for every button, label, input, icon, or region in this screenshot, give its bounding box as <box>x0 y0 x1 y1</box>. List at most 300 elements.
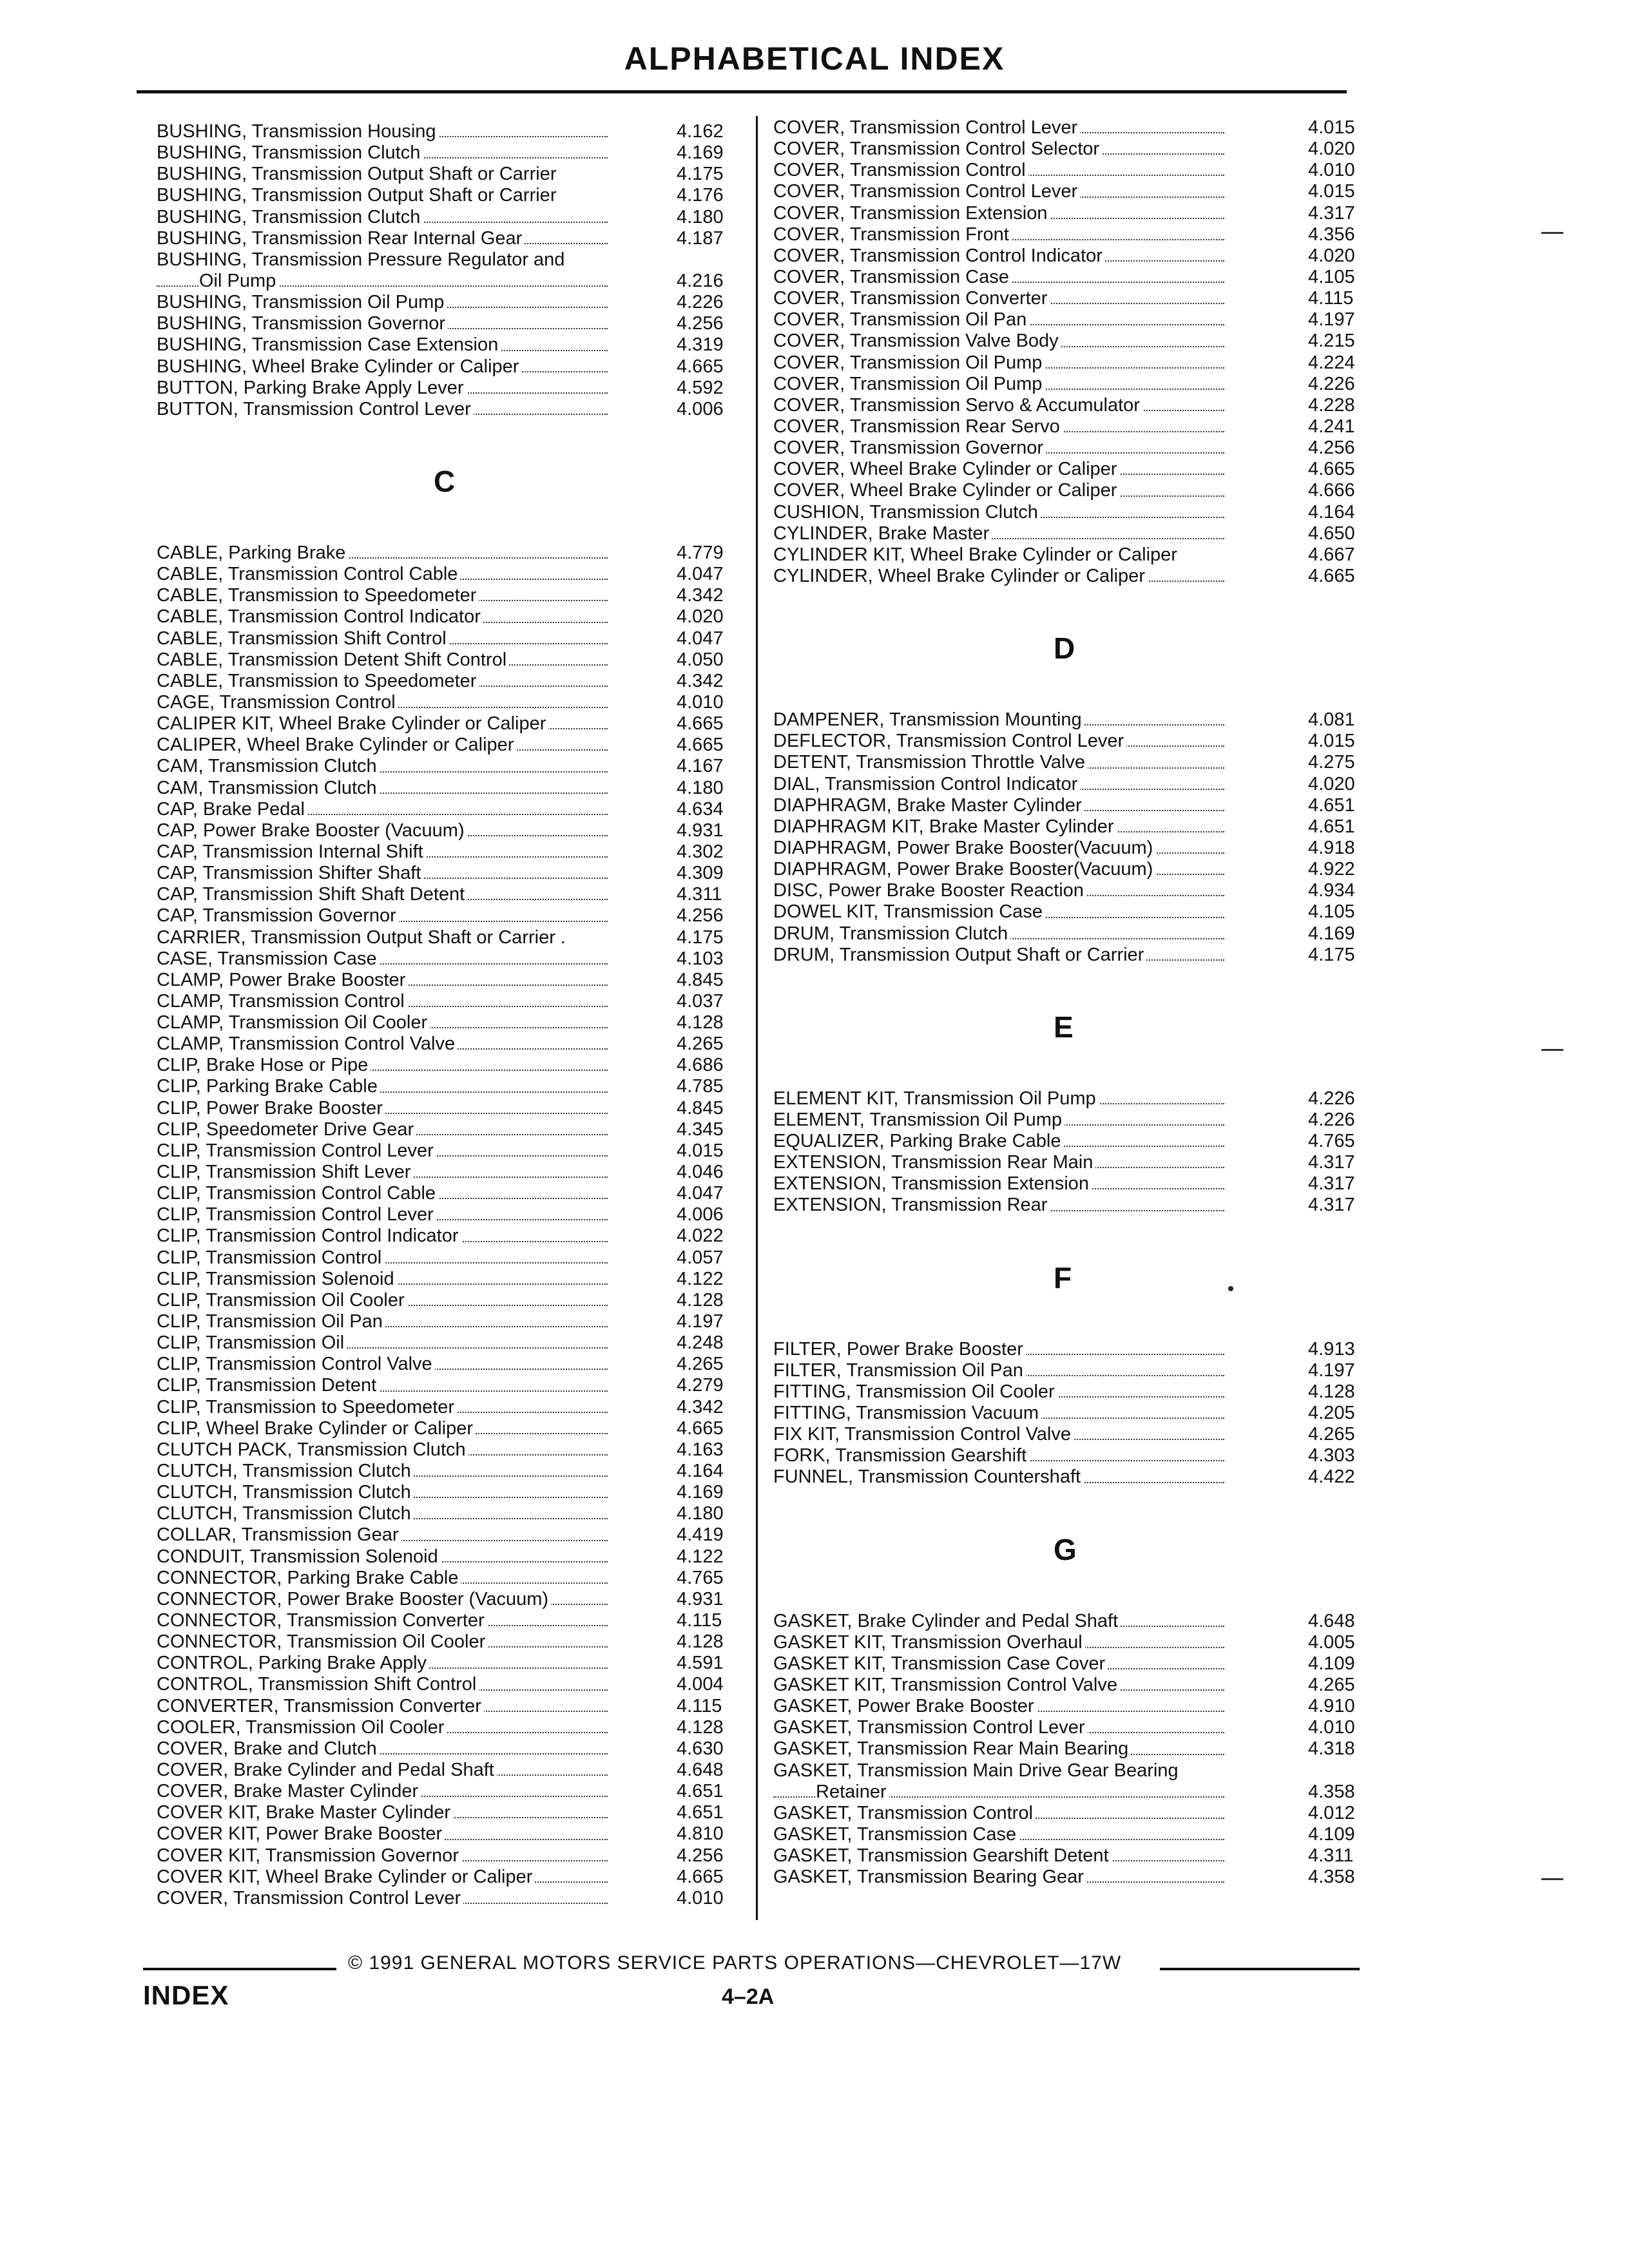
entry-name: COVER, Transmission Extension <box>773 203 1050 224</box>
index-entry <box>157 778 737 799</box>
entry-name: CLIP, Transmission Oil Pan <box>157 1311 385 1332</box>
index-entry <box>157 564 737 585</box>
entry-page: 4.010 <box>1308 160 1355 181</box>
index-entry <box>157 1888 737 1909</box>
index-entry <box>157 249 737 271</box>
entry-page: 4.197 <box>1308 1360 1355 1381</box>
entry-name: DOWEL KIT, Transmission Case <box>773 901 1045 923</box>
entry-page: 4.931 <box>677 1588 724 1610</box>
entry-page: 4.931 <box>677 820 724 841</box>
entry-name: CLUTCH, Transmission Clutch <box>157 1503 414 1524</box>
entry-name: CAP, Transmission Internal Shift <box>157 841 426 863</box>
index-entry <box>157 1012 737 1033</box>
index-entry <box>157 606 737 628</box>
entry-name: CONDUIT, Transmission Solenoid <box>157 1546 441 1568</box>
entry-page: 4.913 <box>1308 1338 1355 1360</box>
entry-name: BUSHING, Wheel Brake Cylinder or Caliper <box>157 356 521 378</box>
index-entry <box>773 1760 1353 1782</box>
section-letter: D <box>1054 631 1075 666</box>
entry-name: CARRIER, Transmission Output Shaft or Carrier . <box>157 927 568 948</box>
index-entry <box>773 523 1353 544</box>
footer-rule-right <box>1160 1968 1360 1970</box>
entry-page: 4.015 <box>1308 117 1355 138</box>
index-entry <box>157 905 737 927</box>
index-entry <box>773 1339 1353 1360</box>
index-entry <box>773 1738 1353 1760</box>
entry-name: COVER, Transmission Control Selector <box>773 139 1102 160</box>
index-entry <box>773 1195 1353 1216</box>
entry-name: CLIP, Brake Hose or Pipe <box>157 1055 371 1076</box>
entry-name: CAGE, Transmission Control <box>157 692 398 713</box>
entry-page: 4.845 <box>677 969 724 990</box>
index-entry <box>157 799 737 820</box>
index-entry <box>157 863 737 884</box>
entry-name: GASKET, Power Brake Booster <box>773 1696 1037 1717</box>
entry-name: CABLE, Parking Brake <box>157 543 348 564</box>
index-entry <box>157 820 737 841</box>
index-entry <box>773 544 1353 566</box>
entry-page: 4.358 <box>1308 1781 1355 1802</box>
entry-page: 4.765 <box>1308 1131 1355 1152</box>
entry-name: CLIP, Transmission Oil <box>157 1332 347 1354</box>
index-entry <box>157 692 737 713</box>
entry-page: 4.665 <box>1308 459 1355 480</box>
entry-name: CUSHION, Transmission Clutch <box>773 502 1041 523</box>
index-entry <box>157 970 737 991</box>
index-entry <box>157 948 737 970</box>
entry-name: FUNNEL, Transmission Countershaft <box>773 1466 1083 1488</box>
entry-name: EXTENSION, Transmission Rear <box>773 1195 1050 1216</box>
entry-name: DIAPHRAGM KIT, Brake Master Cylinder <box>773 816 1117 838</box>
entry-name: COVER, Wheel Brake Cylinder or Caliper <box>773 459 1119 480</box>
index-entry <box>157 1589 737 1610</box>
entry-name: CLIP, Transmission Solenoid <box>157 1269 397 1290</box>
entry-page: 4.175 <box>677 164 724 185</box>
index-entry <box>157 1204 737 1225</box>
entry-page: 4.015 <box>1308 181 1355 202</box>
index-entry <box>157 1524 737 1546</box>
entry-page: 4.020 <box>677 606 724 628</box>
entry-page: 4.650 <box>1308 523 1355 544</box>
entry-page: 4.109 <box>1308 1824 1355 1845</box>
index-entry <box>157 1867 737 1888</box>
title-rule <box>137 90 1347 93</box>
entry-name: BUSHING, Transmission Clutch <box>157 142 423 164</box>
index-entry <box>157 884 737 905</box>
index-entry <box>157 356 737 378</box>
index-entry <box>773 1381 1353 1403</box>
index-entry <box>157 543 737 564</box>
entry-name: BUSHING, Transmission Rear Internal Gear <box>157 228 525 249</box>
entry-name: CONTROL, Transmission Shift Control <box>157 1674 479 1695</box>
entry-page: 4.010 <box>677 1887 724 1908</box>
index-entry <box>773 1696 1353 1717</box>
entry-name: CLUTCH PACK, Transmission Clutch <box>157 1439 468 1461</box>
entry-name: COVER, Transmission Oil Pan <box>773 309 1029 331</box>
entry-page: 4.128 <box>677 1631 724 1653</box>
entry-page: 4.169 <box>677 142 724 164</box>
entry-name: GASKET, Brake Cylinder and Pedal Shaft <box>773 1611 1121 1632</box>
entry-page: 4.197 <box>677 1311 724 1332</box>
entry-name: BUSHING, Transmission Governor <box>157 313 448 334</box>
entry-name: GASKET, Transmission Case <box>773 1824 1019 1845</box>
entry-name: COVER, Brake Master Cylinder <box>157 1781 421 1802</box>
index-entry <box>157 1055 737 1076</box>
entry-page: 4.037 <box>677 990 724 1012</box>
entry-page: 4.275 <box>1308 752 1355 773</box>
index-entry <box>157 1397 737 1418</box>
entry-page: 4.279 <box>677 1375 724 1396</box>
index-entry <box>157 185 737 206</box>
index-entry <box>157 121 737 142</box>
entry-name: COLLAR, Transmission Gear <box>157 1524 401 1546</box>
index-entry <box>157 1781 737 1802</box>
entry-page: 4.256 <box>677 905 724 927</box>
entry-page: 4.311 <box>1308 1845 1354 1867</box>
entry-name: CAP, Transmission Shift Shaft Detent <box>157 884 467 905</box>
entry-page: 4.665 <box>677 735 724 756</box>
entry-name: BUSHING, Transmission Pressure Regulator and <box>157 249 567 271</box>
entry-page: 4.057 <box>677 1247 724 1268</box>
index-entry <box>157 927 737 948</box>
entry-page: 4.317 <box>1308 1152 1355 1173</box>
footer-rule-left <box>143 1968 336 1970</box>
entry-name: BUSHING, Transmission Housing <box>157 121 439 142</box>
section-letter: G <box>1054 1532 1077 1566</box>
entry-page: 4.651 <box>1308 816 1355 837</box>
index-entry <box>157 628 737 649</box>
index-entry <box>773 1611 1353 1632</box>
index-entry <box>773 331 1353 352</box>
entry-page: 4.665 <box>677 1866 724 1887</box>
entry-page: 4.006 <box>677 398 724 419</box>
index-entry <box>773 160 1353 181</box>
entry-name: FIX KIT, Transmission Control Valve <box>773 1424 1074 1445</box>
entry-name: COVER KIT, Wheel Brake Cylinder or Caliper <box>157 1867 535 1888</box>
index-entry <box>157 334 737 356</box>
index-entry <box>773 395 1353 416</box>
index-entry <box>773 1131 1353 1152</box>
entry-page: 4.164 <box>1308 501 1355 523</box>
index-entry <box>773 816 1353 838</box>
entry-page: 4.115 <box>677 1695 722 1716</box>
index-entry <box>157 585 737 606</box>
entry-name: COVER, Transmission Front <box>773 224 1012 245</box>
entry-page: 4.169 <box>1308 923 1355 944</box>
index-entry <box>157 1482 737 1503</box>
index-entry <box>773 1360 1353 1381</box>
index-entry <box>773 1173 1353 1195</box>
entry-name: CLIP, Transmission Control Lever <box>157 1140 436 1162</box>
entry-name: CABLE, Transmission Detent Shift Control <box>157 649 509 671</box>
entry-page: 4.128 <box>1308 1381 1355 1402</box>
index-entry <box>157 228 737 249</box>
entry-name: COVER, Transmission Case <box>773 267 1012 288</box>
index-entry <box>773 1845 1353 1867</box>
entry-page: 4.910 <box>1308 1696 1355 1717</box>
index-entry <box>157 142 737 164</box>
entry-page: 4.318 <box>1308 1738 1355 1760</box>
entry-name: CALIPER KIT, Wheel Brake Cylinder or Caliper <box>157 713 548 735</box>
index-entry <box>773 309 1353 331</box>
index-entry <box>773 1803 1353 1824</box>
entry-page: 4.648 <box>677 1759 724 1780</box>
entry-name: FILTER, Transmission Oil Pan <box>773 1360 1026 1381</box>
entry-name: EXTENSION, Transmission Extension <box>773 1173 1092 1195</box>
entry-name: CONTROL, Parking Brake Apply <box>157 1653 429 1674</box>
entry-name: CLIP, Transmission to Speedometer <box>157 1397 457 1418</box>
index-entry <box>157 399 737 420</box>
index-entry <box>157 207 737 228</box>
entry-name: GASKET, Transmission Bearing Gear <box>773 1867 1086 1888</box>
footer-section-label: INDEX <box>143 1980 229 2010</box>
entry-page: 4.047 <box>677 628 724 649</box>
entry-name: CLIP, Transmission Detent <box>157 1375 379 1396</box>
index-entry <box>157 271 737 292</box>
margin-mark <box>1541 1049 1563 1051</box>
entry-name: COVER, Transmission Rear Servo <box>773 416 1063 437</box>
entry-page: 4.167 <box>677 756 724 777</box>
entry-name: COVER, Transmission Servo & Accumulator <box>773 395 1142 416</box>
entry-name: Oil Pump <box>199 271 278 292</box>
entry-name: GASKET, Transmission Control Lever <box>773 1717 1088 1738</box>
entry-page: 4.302 <box>677 841 724 862</box>
entry-name: CLIP, Transmission Oil Cooler <box>157 1290 407 1311</box>
entry-page: 4.022 <box>677 1225 724 1247</box>
index-entry <box>773 117 1353 139</box>
entry-page: 4.216 <box>677 270 724 291</box>
entry-page: 4.180 <box>677 1503 724 1524</box>
index-entry <box>773 203 1353 224</box>
index-entry <box>157 1610 737 1631</box>
entry-name: GASKET, Transmission Main Drive Gear Bearing <box>773 1760 1181 1782</box>
entry-page: 4.845 <box>677 1097 724 1119</box>
index-entry <box>773 1424 1353 1445</box>
entry-name: CLAMP, Transmission Control Valve <box>157 1033 458 1055</box>
entry-page: 4.122 <box>677 1268 724 1289</box>
entry-page: 4.081 <box>1308 709 1355 731</box>
margin-mark <box>1541 232 1563 234</box>
index-entry <box>157 1674 737 1695</box>
entry-name: BUTTON, Parking Brake Apply Lever <box>157 378 467 399</box>
entry-page: 4.228 <box>1308 394 1355 416</box>
entry-page: 4.105 <box>1308 266 1355 287</box>
footer-copyright: © 1991 GENERAL MOTORS SERVICE PARTS OPERATIONS—CHEVROLET—17W <box>348 1952 1122 1974</box>
entry-name: GASKET, Transmission Gearshift Detent <box>773 1845 1112 1867</box>
entry-name: CLIP, Transmission Control Cable <box>157 1183 438 1204</box>
index-entry <box>157 1247 737 1269</box>
entry-page: 4.164 <box>677 1461 724 1482</box>
index-entry <box>157 1119 737 1140</box>
entry-page: 4.342 <box>677 585 724 606</box>
index-entry <box>157 756 737 777</box>
entry-page: 4.265 <box>1308 1675 1355 1696</box>
index-entry <box>157 1183 737 1204</box>
entry-name: FILTER, Power Brake Booster <box>773 1339 1026 1360</box>
index-entry <box>773 1445 1353 1466</box>
entry-page: 4.175 <box>677 927 724 948</box>
entry-page: 4.358 <box>1308 1867 1355 1888</box>
entry-page: 4.046 <box>677 1162 724 1183</box>
entry-page: 4.180 <box>677 777 724 798</box>
entry-page: 4.342 <box>677 1396 724 1418</box>
index-entry <box>773 480 1353 501</box>
entry-name: CABLE, Transmission to Speedometer <box>157 671 479 692</box>
index-entry <box>157 1290 737 1311</box>
index-entry <box>157 1311 737 1332</box>
index-entry <box>157 1225 737 1247</box>
entry-page: 4.109 <box>1308 1653 1355 1674</box>
index-entry <box>773 752 1353 773</box>
entry-page: 4.122 <box>677 1546 724 1567</box>
entry-page: 4.226 <box>677 292 724 313</box>
entry-name: COVER, Wheel Brake Cylinder or Caliper <box>773 480 1119 501</box>
entry-name: CLAMP, Transmission Oil Cooler <box>157 1012 430 1033</box>
entry-name: DISC, Power Brake Booster Reaction <box>773 880 1086 901</box>
entry-name: CABLE, Transmission Shift Control <box>157 628 449 649</box>
entry-page: 4.197 <box>1308 309 1355 331</box>
entry-name: COVER, Brake and Clutch <box>157 1738 380 1760</box>
index-entry <box>157 164 737 185</box>
entry-page: 4.356 <box>1308 224 1355 245</box>
entry-name: COVER, Brake Cylinder and Pedal Shaft <box>157 1760 497 1781</box>
entry-page: 4.162 <box>677 121 724 142</box>
entry-name: FORK, Transmission Gearshift <box>773 1445 1029 1466</box>
entry-page: 4.004 <box>677 1674 724 1695</box>
right-column <box>773 117 1353 1888</box>
index-entry <box>157 1354 737 1375</box>
entry-page: 4.422 <box>1308 1466 1355 1488</box>
entry-page: 4.345 <box>677 1119 724 1140</box>
margin-mark <box>1541 1878 1563 1880</box>
page-title: ALPHABETICAL INDEX <box>624 41 1005 77</box>
index-entry <box>157 1568 737 1589</box>
entry-name: COVER, Transmission Oil Pump <box>773 352 1045 374</box>
entry-name: CALIPER, Wheel Brake Cylinder or Caliper <box>157 735 516 756</box>
entry-name: CLIP, Wheel Brake Cylinder or Caliper <box>157 1418 476 1439</box>
entry-page: 4.256 <box>1308 437 1355 459</box>
entry-page: 4.592 <box>677 377 724 398</box>
entry-name: CASE, Transmission Case <box>157 948 380 970</box>
entry-page: 4.115 <box>1308 288 1354 309</box>
entry-page: 4.010 <box>677 691 724 713</box>
entry-name: GASKET KIT, Transmission Case Cover <box>773 1653 1108 1675</box>
index-entry <box>773 709 1353 731</box>
entry-name: CLIP, Parking Brake Cable <box>157 1076 380 1097</box>
entry-page: 4.020 <box>1308 245 1355 266</box>
entry-page: 4.215 <box>1308 331 1355 352</box>
entry-page: 4.918 <box>1308 837 1355 858</box>
entry-page: 4.651 <box>677 1781 724 1802</box>
entry-name: CAP, Transmission Shifter Shaft <box>157 863 423 884</box>
index-entry <box>157 713 737 735</box>
entry-page: 4.630 <box>677 1738 724 1759</box>
entry-name: CABLE, Transmission Control Indicator <box>157 606 483 628</box>
index-entry <box>157 735 737 756</box>
entry-page: 4.256 <box>677 313 724 334</box>
index-entry <box>157 991 737 1012</box>
entry-page: 4.765 <box>677 1567 724 1588</box>
index-entry <box>157 1076 737 1097</box>
index-entry <box>773 1152 1353 1173</box>
scan-speck <box>1228 1286 1233 1291</box>
entry-name: DIAPHRAGM, Brake Master Cylinder <box>773 795 1084 816</box>
entry-name: COVER, Transmission Oil Pump <box>773 374 1045 395</box>
entry-name: COVER, Transmission Valve Body <box>773 331 1061 352</box>
index-entry <box>157 671 737 692</box>
index-entry <box>773 288 1353 309</box>
entry-page: 4.103 <box>677 948 724 969</box>
entry-name: CONVERTER, Transmission Converter <box>157 1696 484 1717</box>
index-entry <box>773 1110 1353 1131</box>
index-entry <box>157 292 737 313</box>
index-entry <box>773 352 1353 374</box>
index-entry <box>773 901 1353 923</box>
index-entry <box>773 224 1353 245</box>
index-entry <box>157 1439 737 1461</box>
entry-page: 4.226 <box>1308 1088 1355 1109</box>
entry-name: CYLINDER KIT, Wheel Brake Cylinder or Caliper <box>773 544 1180 566</box>
entry-page: 4.115 <box>677 1610 722 1631</box>
entry-page: 4.309 <box>677 863 724 884</box>
index-entry <box>157 1631 737 1653</box>
entry-page: 4.012 <box>1308 1802 1355 1823</box>
entry-page: 4.665 <box>677 356 724 377</box>
index-entry <box>773 880 1353 901</box>
entry-page: 4.303 <box>1308 1445 1355 1466</box>
entry-name: CLIP, Transmission Shift Lever <box>157 1162 413 1183</box>
entry-page: 4.311 <box>677 884 722 905</box>
entry-name: BUSHING, Transmission Oil Pump <box>157 292 447 313</box>
entry-page: 4.265 <box>677 1033 724 1055</box>
column-divider <box>756 116 758 1920</box>
entry-page: 4.047 <box>677 564 724 585</box>
index-entry <box>157 1375 737 1396</box>
entry-name: Retainer <box>816 1782 889 1803</box>
entry-page: 4.634 <box>677 798 724 820</box>
entry-page: 4.648 <box>1308 1610 1355 1631</box>
entry-page: 4.163 <box>677 1439 724 1460</box>
entry-name: EXTENSION, Transmission Rear Main <box>773 1152 1095 1173</box>
index-entry <box>157 1162 737 1183</box>
index-entry <box>773 859 1353 880</box>
entry-name: CLUTCH, Transmission Clutch <box>157 1461 414 1482</box>
entry-name: DIAPHRAGM, Power Brake Booster(Vacuum) <box>773 859 1155 880</box>
index-entry <box>773 1782 1353 1803</box>
entry-name: GASKET KIT, Transmission Overhaul <box>773 1632 1085 1653</box>
index-entry <box>773 1824 1353 1845</box>
entry-page: 4.651 <box>677 1802 724 1823</box>
entry-name: CAP, Power Brake Booster (Vacuum) <box>157 820 467 841</box>
entry-name: CLIP, Speedometer Drive Gear <box>157 1119 416 1140</box>
entry-name: FITTING, Transmission Vacuum <box>773 1403 1041 1424</box>
entry-page: 4.010 <box>1308 1717 1355 1738</box>
entry-name: COVER, Transmission Control <box>773 160 1028 181</box>
entry-name: CLAMP, Transmission Control <box>157 991 407 1012</box>
entry-page: 4.265 <box>1308 1424 1355 1445</box>
entry-name: CONNECTOR, Parking Brake Cable <box>157 1568 461 1589</box>
entry-name: DIAPHRAGM, Power Brake Booster(Vacuum) <box>773 838 1155 859</box>
index-entry <box>157 1845 737 1867</box>
index-entry <box>157 1418 737 1439</box>
index-entry <box>773 1867 1353 1888</box>
entry-page: 4.226 <box>1308 1109 1355 1130</box>
entry-page: 4.187 <box>677 227 724 249</box>
index-entry <box>773 838 1353 859</box>
entry-page: 4.005 <box>1308 1631 1355 1653</box>
entry-page: 4.319 <box>677 334 724 356</box>
entry-page: 4.665 <box>1308 565 1355 586</box>
